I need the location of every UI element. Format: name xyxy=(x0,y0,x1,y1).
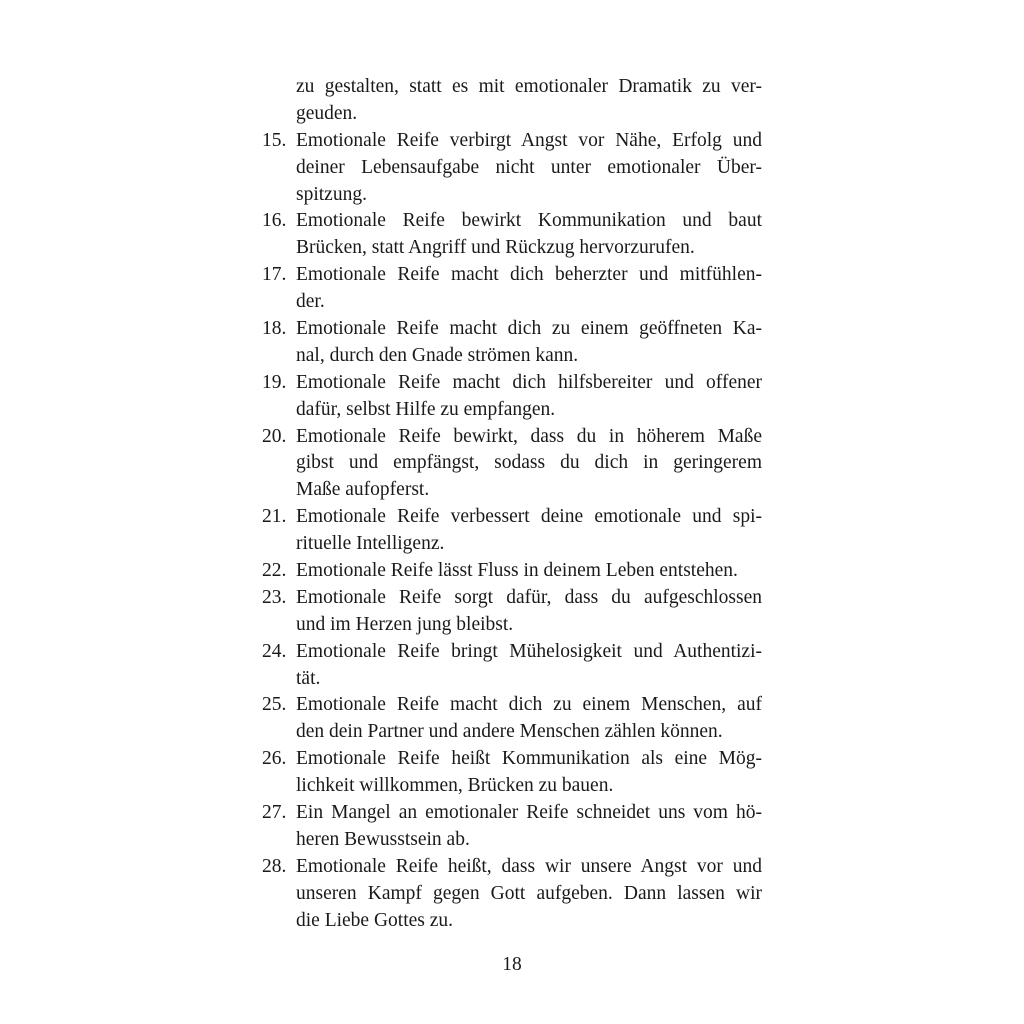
line-text: Emotionale Reife verbessert deine emotionale und spi- xyxy=(296,506,762,528)
list-line xyxy=(262,531,762,558)
list-line xyxy=(262,397,762,424)
item-number: 24. xyxy=(262,640,287,662)
list-line xyxy=(262,289,762,316)
list-line xyxy=(262,719,762,746)
item-number: 23. xyxy=(262,586,287,608)
item-number: 19. xyxy=(262,371,287,393)
list-line xyxy=(262,612,762,639)
line-text: deiner Lebensaufgabe nicht unter emotionaler Über- xyxy=(296,156,762,178)
line-text: Emotionale Reife macht dich hilfsbereiter und offener xyxy=(296,371,762,393)
list-line xyxy=(262,854,762,881)
item-number: 27. xyxy=(262,802,287,824)
item-number: 17. xyxy=(262,264,287,286)
list-line xyxy=(262,424,762,451)
list-line xyxy=(262,504,762,531)
list-line xyxy=(262,746,762,773)
line-text: Emotionale Reife verbirgt Angst vor Nähe, Erfolg und xyxy=(296,129,762,151)
line-text: geuden. xyxy=(296,102,358,124)
list-line xyxy=(262,155,762,182)
line-text: Emotionale Reife heißt, dass wir unsere Angst vor und xyxy=(296,855,762,877)
line-text: den dein Partner und andere Menschen zählen können. xyxy=(296,721,723,743)
list-line xyxy=(262,477,762,504)
numbered-list xyxy=(262,74,762,935)
item-number: 15. xyxy=(262,129,287,151)
item-number: 25. xyxy=(262,694,287,716)
line-text: Emotionale Reife sorgt dafür, dass du aufgeschlossen xyxy=(296,586,762,608)
list-line xyxy=(262,370,762,397)
line-text: und im Herzen jung bleibst. xyxy=(296,613,514,635)
line-text: Emotionale Reife macht dich zu einem Menschen, auf xyxy=(296,694,762,716)
line-text: Maße aufopferst. xyxy=(296,479,430,501)
item-number: 21. xyxy=(262,506,287,528)
line-text: Emotionale Reife heißt Kommunikation als eine Mög- xyxy=(296,748,762,770)
list-line xyxy=(262,262,762,289)
line-text: heren Bewusstsein ab. xyxy=(296,828,470,850)
list-line xyxy=(262,558,762,585)
line-text: spitzung. xyxy=(296,183,367,205)
item-number: 20. xyxy=(262,425,287,447)
line-text: zu gestalten, statt es mit emotionaler Dramatik zu ver- xyxy=(296,76,762,97)
line-text: nal, durch den Gnade strömen kann. xyxy=(296,344,579,366)
item-number: 16. xyxy=(262,210,287,232)
list-line xyxy=(262,450,762,477)
line-text: lichkeit willkommen, Brücken zu bauen. xyxy=(296,775,614,797)
item-number: 28. xyxy=(262,855,287,877)
list-line xyxy=(262,316,762,343)
line-text: der. xyxy=(296,291,325,313)
line-text: Emotionale Reife bewirkt, dass du in höherem Maße xyxy=(296,425,762,447)
item-number: 22. xyxy=(262,560,287,582)
line-text: die Liebe Gottes zu. xyxy=(296,909,454,931)
list-line xyxy=(262,585,762,612)
item-number: 26. xyxy=(262,748,287,770)
list-line xyxy=(262,773,762,800)
list-line xyxy=(262,101,762,128)
line-text: Emotionale Reife macht dich beherzter und mitfühlen- xyxy=(296,264,762,286)
page-number: 18 xyxy=(502,954,522,975)
line-text: Emotionale Reife lässt Fluss in deinem Leben entstehen. xyxy=(296,560,738,582)
line-text: Ein Mangel an emotionaler Reife schneidet uns vom hö- xyxy=(296,802,762,824)
line-text: unseren Kampf gegen Gott aufgeben. Dann lassen wir xyxy=(296,882,762,904)
line-text: Emotionale Reife bewirkt Kommunikation und baut xyxy=(296,210,762,232)
list-line xyxy=(262,881,762,908)
line-text: Brücken, statt Angriff und Rückzug hervorzurufen. xyxy=(296,237,695,259)
list-line xyxy=(262,74,762,101)
list-line xyxy=(262,208,762,235)
item-number: 18. xyxy=(262,318,287,340)
line-text: tät. xyxy=(296,667,321,689)
list-line xyxy=(262,692,762,719)
line-text: Emotionale Reife bringt Mühelosigkeit und Authentizi- xyxy=(296,640,762,662)
list-line xyxy=(262,800,762,827)
line-text: Emotionale Reife macht dich zu einem geöffneten Ka- xyxy=(296,318,762,340)
list-line xyxy=(262,182,762,209)
list-line xyxy=(262,343,762,370)
line-text: dafür, selbst Hilfe zu empfangen. xyxy=(296,398,556,420)
list-line xyxy=(262,235,762,262)
list-line xyxy=(262,128,762,155)
list-line xyxy=(262,639,762,666)
line-text: rituelle Intelligenz. xyxy=(296,533,445,555)
list-line xyxy=(262,908,762,935)
list-line xyxy=(262,666,762,693)
line-text: gibst und empfängst, sodass du dich in geringerem xyxy=(296,452,762,474)
list-line xyxy=(262,827,762,854)
